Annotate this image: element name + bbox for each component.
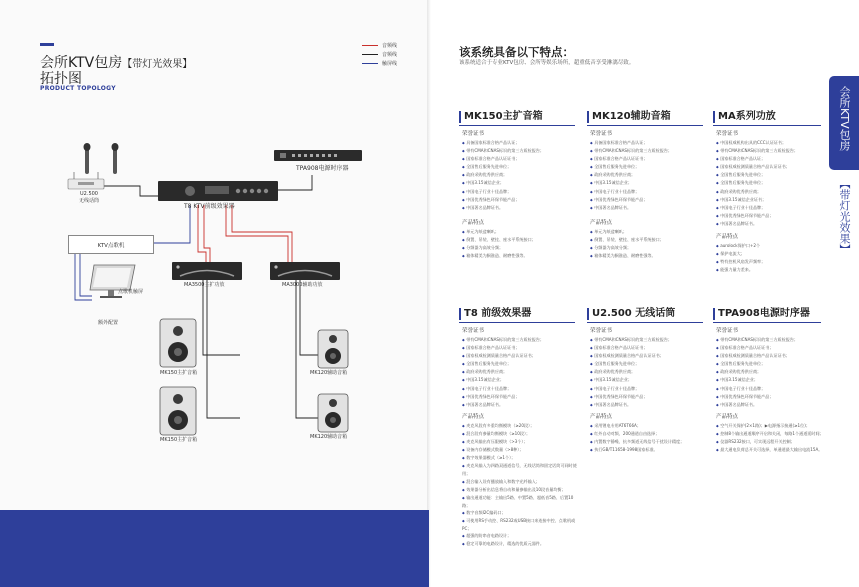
side-tab-sub: 【带灯光效果】 bbox=[838, 178, 851, 255]
list-item: ◆ 麦克风段有多重均衡模块（≥20段）； bbox=[462, 422, 580, 430]
list-item: ◆ 国家权威检测质量合格产品认证证书； bbox=[462, 352, 580, 360]
processor-label: T8 KTV前级效果器 bbox=[184, 203, 235, 210]
list-item: ◆ 特有控机风扇发声频率； bbox=[716, 258, 821, 266]
list-item: ◆ 全国售后服务先进单位； bbox=[716, 171, 821, 179]
list-item: ◆ 带有CMA和CNAS标识的第三方质检报告； bbox=[590, 336, 706, 344]
section-label: 产品特点 bbox=[590, 413, 613, 420]
list-item: ◆ 具备国家标准合格产品认证； bbox=[590, 139, 703, 147]
list-item: ◆ 带有CMA和CNAS标识的第三方质检报告； bbox=[590, 147, 703, 155]
list-item: ◆ 数字效果器模式（≥1个）； bbox=[462, 454, 580, 462]
list-item: ◆ 中国电子行业十佳品牌； bbox=[716, 204, 821, 212]
list-item: ◆ 国家标准合格产品认证证书； bbox=[716, 344, 828, 352]
legend-label: 音频线 bbox=[382, 52, 398, 58]
certificate-list bbox=[462, 336, 580, 409]
product-card-tpa908 bbox=[713, 308, 828, 454]
product-card-mk150 bbox=[459, 111, 575, 260]
topology-diagram bbox=[0, 0, 429, 510]
spk-main-2-label: MK150主扩音箱 bbox=[160, 437, 198, 443]
list-item: ◆ 政府采购优秀供应商； bbox=[716, 368, 828, 376]
amp-aux-label: MA3000辅助功放 bbox=[282, 282, 323, 288]
list-item: ◆ 中国著名品牌证书。 bbox=[462, 204, 575, 212]
amp-main-to-spk-2 bbox=[207, 280, 240, 418]
page-title: 会所KTV包房【带灯光效果】 bbox=[40, 55, 193, 71]
section-label: 荣誉证书 bbox=[716, 328, 739, 334]
side-tab-label: 会所KTV包房 bbox=[838, 86, 851, 151]
page-title-sub: 【带灯光效果】 bbox=[122, 59, 193, 70]
features-description: 该系统适合于专业KTV包房、会所等娱乐场所，超重低音享受淋漓尽致。 bbox=[459, 60, 635, 66]
list-item: ◆ 执行GB/T11658-1998国家标准。 bbox=[590, 446, 706, 454]
section-label: 产品特点 bbox=[716, 234, 739, 241]
list-item: ◆ 政府采购优秀供应商； bbox=[590, 368, 706, 376]
list-item: ◆ 控制8个输出通道顺序开启和关闭，每路1个通道延时间； bbox=[716, 430, 828, 438]
proc-to-amp-aux-1 bbox=[226, 205, 288, 262]
proc-to-amp-aux-2 bbox=[232, 205, 292, 262]
list-item: ◆ 输出通道功能：主输出5路、中置5路、超低音5路、后置10路； bbox=[462, 494, 580, 509]
product-card-mk120 bbox=[587, 111, 703, 260]
list-item: ◆ 中国优秀绿色环保节能产品； bbox=[716, 212, 821, 220]
spk-aux-2-label: MK120辅助音箱 bbox=[310, 434, 348, 440]
list-item: ◆ 国家标准合格产品认证证书； bbox=[462, 155, 575, 163]
page-title-line2: 拓扑图 bbox=[40, 71, 82, 87]
list-item: ◆ 全国售后服务先进单位； bbox=[716, 360, 828, 368]
amp-main-to-spk-1 bbox=[203, 280, 240, 355]
feature-list bbox=[462, 228, 575, 260]
features-heading: 该系统具备以下特点： bbox=[459, 45, 574, 59]
product-title: U2.500 无线话筒 bbox=[587, 308, 706, 320]
list-item: ◆ 倒置、吊装、壁挂、座水平系统接口； bbox=[590, 236, 703, 244]
feature-list bbox=[590, 228, 703, 260]
section-label: 产品特点 bbox=[462, 219, 485, 226]
list-item: ◆ 红外自动对频、200通道自由选择； bbox=[590, 430, 706, 438]
product-title: TPA908电源时序器 bbox=[713, 308, 828, 320]
list-item: ◆ 可使用RS手动控、RS232或USB接口来连接中控、点歌机或PC； bbox=[462, 517, 580, 532]
section-label: 产品特点 bbox=[590, 219, 613, 226]
list-item: ◆ 中国电子行业十佳品牌； bbox=[590, 188, 703, 196]
touch-extra-label: 额外配置 bbox=[98, 320, 119, 326]
sequencer-label: TPA908电源时序器 bbox=[296, 165, 349, 172]
list-item: ◆ 国家标准合格产品认证证书； bbox=[590, 155, 703, 163]
list-item: ◆ 空气开关保护(2×1路)；▶电源指示接通(≥1位)； bbox=[716, 422, 828, 430]
wireless-model: U2.500 bbox=[80, 191, 98, 197]
list-item: ◆ 国家标准合格产品认证； bbox=[716, 155, 821, 163]
speaker-aux-2 bbox=[318, 394, 348, 432]
list-item: ◆ 内置数字静噪、抗多频道无线信号干扰设计精度； bbox=[590, 438, 706, 446]
list-item: ◆ 麦克风输出有压限模块（>3个）； bbox=[462, 438, 580, 446]
list-item: ◆ 数字音频I2C编码口； bbox=[462, 509, 580, 517]
list-item: ◆ 国家权威检测质量合格产品认证证书； bbox=[590, 352, 706, 360]
wireless-mic-system bbox=[68, 143, 119, 189]
list-item: ◆ 混合段有参量均衡模块（≥10段）； bbox=[462, 430, 580, 438]
section-label: 荣誉证书 bbox=[462, 328, 485, 334]
list-item: ◆ 中国著名品牌证书。 bbox=[590, 401, 706, 409]
list-item: ◆ 全国售后服务先进单位； bbox=[462, 163, 575, 171]
list-item: ◆ 中国3.15诚信企业； bbox=[716, 376, 828, 384]
product-title-rule bbox=[459, 322, 575, 323]
list-item: ◆ 箱体精美为胴涨造、耐磨性强等。 bbox=[462, 252, 575, 260]
list-item: ◆ 能强力量力差来。 bbox=[716, 266, 821, 274]
list-item: ◆ 国家权威检测质量合格产品认证证书； bbox=[716, 352, 828, 360]
list-item: ◆ 中国权威机构出具的CCC认证证书； bbox=[716, 139, 821, 147]
amp-main-label: MA3500主扩功放 bbox=[184, 282, 225, 288]
wireless-to-processor bbox=[103, 186, 158, 196]
ktv-to-touch-1 bbox=[75, 253, 92, 300]
product-card-ma bbox=[713, 111, 821, 274]
list-item: ◆ 中国3.15诚信企业； bbox=[462, 179, 575, 187]
certificate-list bbox=[716, 139, 821, 228]
list-item: ◆ 中国优秀绿色环保节能产品； bbox=[716, 393, 828, 401]
product-title-rule bbox=[713, 322, 821, 323]
wireless-desc: 无线话筒 bbox=[79, 198, 100, 204]
list-item: ◆ 效果器分析出信息将自动和量参输出及10段音量均衡； bbox=[462, 486, 580, 494]
legend-label: 音频线 bbox=[382, 43, 398, 49]
list-item: ◆ 全国售后服务先进单位； bbox=[590, 360, 706, 368]
certificate-list bbox=[462, 139, 575, 212]
feature-list bbox=[716, 242, 821, 274]
processor-device bbox=[158, 181, 278, 201]
speaker-main-2 bbox=[160, 387, 196, 435]
list-item: ◆ 中国电子行业十佳品牌； bbox=[716, 385, 828, 393]
list-item: ◆ 仪器RS232接口，可实现远程开关控制； bbox=[716, 438, 828, 446]
product-title-rule bbox=[713, 125, 821, 126]
list-item: ◆ 中国优秀绿色环保节能产品； bbox=[590, 393, 706, 401]
product-title-rule bbox=[587, 125, 703, 126]
section-label: 荣誉证书 bbox=[462, 131, 485, 137]
list-item: ◆ 国家标准合格产品认证证书； bbox=[590, 344, 706, 352]
list-item: ◆ 中国电子行业十佳品牌； bbox=[590, 385, 706, 393]
wireless-label bbox=[79, 191, 99, 205]
list-item: ◆ 政府采购优秀供应商； bbox=[462, 368, 580, 376]
proc-to-amp-main-1 bbox=[198, 205, 206, 262]
list-item: ◆ 中国优秀绿色环保节能产品； bbox=[462, 196, 575, 204]
section-label: 产品特点 bbox=[462, 413, 485, 420]
list-item: ◆ 带有CMA和CNAS标识的第三方质检报告； bbox=[462, 147, 575, 155]
list-item: ◆ 带有CMA和CNAS标识的第三方质检报告； bbox=[716, 336, 828, 344]
spk-aux-1-label: MK120辅助音箱 bbox=[310, 370, 348, 376]
list-item: ◆ 国家标准合格产品认证证书； bbox=[462, 344, 580, 352]
certificate-list bbox=[590, 336, 706, 409]
product-title: MA系列功放 bbox=[713, 111, 821, 123]
list-item: ◆ 最大通电负荷总开关可选择，单通道最大输出电流15A。 bbox=[716, 446, 828, 454]
list-item: ◆ 倒置、吊装、壁挂、座水平系统接口； bbox=[462, 236, 575, 244]
list-item: ◆ 单元为纸盆喇叭； bbox=[590, 228, 703, 236]
list-item: ◆ 带有CMA和CNAS标识的第三方质检报告； bbox=[716, 147, 821, 155]
legend-label: 触屏线 bbox=[382, 61, 398, 67]
list-item: ◆ 超强的防串音电路设计； bbox=[462, 532, 580, 540]
section-label: 荣誉证书 bbox=[590, 131, 613, 137]
bottom-color-band bbox=[0, 510, 429, 587]
product-card-u2500 bbox=[587, 308, 706, 454]
touch-label: 点歌机触屏 bbox=[118, 289, 144, 295]
list-item: ◆ 中国3.15诚信企业； bbox=[590, 179, 703, 187]
section-label: 荣誉证书 bbox=[590, 328, 613, 334]
side-tab bbox=[829, 76, 859, 170]
list-item: ◆ 中国著名品牌证书。 bbox=[590, 204, 703, 212]
list-item: ◆ 中国电子行业十佳品牌； bbox=[462, 188, 575, 196]
amp-main-device bbox=[172, 262, 242, 280]
list-item: ◆ 政府采购优秀供应商； bbox=[462, 171, 575, 179]
list-item: ◆ 混合输入设有播放输入和数字光纤输入； bbox=[462, 478, 580, 486]
product-title: T8 前级效果器 bbox=[459, 308, 580, 320]
list-item: ◆ 全国售后服务先进单位； bbox=[590, 163, 703, 171]
list-item: ◆ 政府采购优秀供应商； bbox=[716, 188, 821, 196]
list-item: ◆ 单元为纸盆喇叭； bbox=[462, 228, 575, 236]
product-title: MK150主扩音箱 bbox=[459, 111, 575, 123]
section-label: 荣誉证书 bbox=[716, 131, 739, 137]
feature-list bbox=[462, 422, 580, 549]
list-item: ◆ 中国3.15诚信企业； bbox=[462, 376, 580, 384]
amp-aux-device bbox=[270, 262, 340, 280]
list-item: ◆ 带有CMA和CNAS标识的第三方质检报告； bbox=[462, 336, 580, 344]
product-title: MK120辅助音箱 bbox=[587, 111, 703, 123]
list-item: ◆ 中国著名品牌证书。 bbox=[716, 220, 821, 228]
list-item: ◆ aurolock保护口+2个 bbox=[716, 242, 821, 250]
list-item: ◆ 箱体精美为胴涨造、耐磨性强等。 bbox=[590, 252, 703, 260]
list-item: ◆ 中国电子行业十佳品牌； bbox=[462, 385, 580, 393]
list-item: ◆ 保护电流大； bbox=[716, 250, 821, 258]
list-item: ◆ 设备内存储模式数量（>8种）； bbox=[462, 446, 580, 454]
list-item: ◆ 分频器为高效分频； bbox=[462, 244, 575, 252]
sequencer-device bbox=[274, 150, 362, 161]
certificate-list bbox=[716, 336, 828, 409]
list-item: ◆ 全国售后服务先进单位； bbox=[462, 360, 580, 368]
processor-to-ktv bbox=[153, 205, 190, 243]
list-item: ◆ 麦克风输入为四路双通道信号，无线话筒和固定话筒可同时使用； bbox=[462, 462, 580, 477]
proc-to-amp-main-2 bbox=[204, 205, 210, 262]
product-title-rule bbox=[587, 322, 703, 323]
list-item: ◆ 中国3.15诚信企业； bbox=[590, 376, 706, 384]
product-card-t8 bbox=[459, 308, 580, 548]
sequencer-to-processor bbox=[278, 175, 312, 190]
list-item: ◆ 分频器为高效分频； bbox=[590, 244, 703, 252]
list-item: ◆ 国家权威检测质量合格产品认证证书； bbox=[716, 163, 821, 171]
certificate-list bbox=[590, 139, 703, 212]
list-item: ◆ 中国优秀绿色环保节能产品； bbox=[462, 393, 580, 401]
list-item: ◆ 中国优秀绿色环保节能产品； bbox=[590, 196, 703, 204]
list-item: ◆ 中国3.15诚信企业证书； bbox=[716, 196, 821, 204]
speaker-main-1 bbox=[160, 319, 196, 367]
list-item: ◆ 政府采购优秀供应商； bbox=[590, 171, 703, 179]
feature-list bbox=[590, 422, 706, 454]
list-item: ◆ 全国售后服务先进单位； bbox=[716, 179, 821, 187]
feature-list bbox=[716, 422, 828, 454]
spk-main-1-label: MK150主扩音箱 bbox=[160, 370, 198, 376]
list-item: ◆ 稳定可靠的电路设计，精选的优质元器件。 bbox=[462, 540, 580, 548]
list-item: ◆ 中国著名品牌证书。 bbox=[716, 401, 828, 409]
amp-aux-to-spk-1 bbox=[300, 280, 320, 355]
list-item: ◆ 采用锂电专用AT6T66A； bbox=[590, 422, 706, 430]
speaker-aux-1 bbox=[318, 330, 348, 368]
list-item: ◆ 中国著名品牌证书。 bbox=[462, 401, 580, 409]
product-title-rule bbox=[459, 125, 575, 126]
list-item: ◆ 具备国家标准合格产品认证； bbox=[462, 139, 575, 147]
page-title-english: PRODUCT TOPOLOGY bbox=[40, 85, 116, 92]
ktv-box: KTV点歌机 bbox=[68, 235, 154, 254]
section-label: 产品特点 bbox=[716, 413, 739, 420]
